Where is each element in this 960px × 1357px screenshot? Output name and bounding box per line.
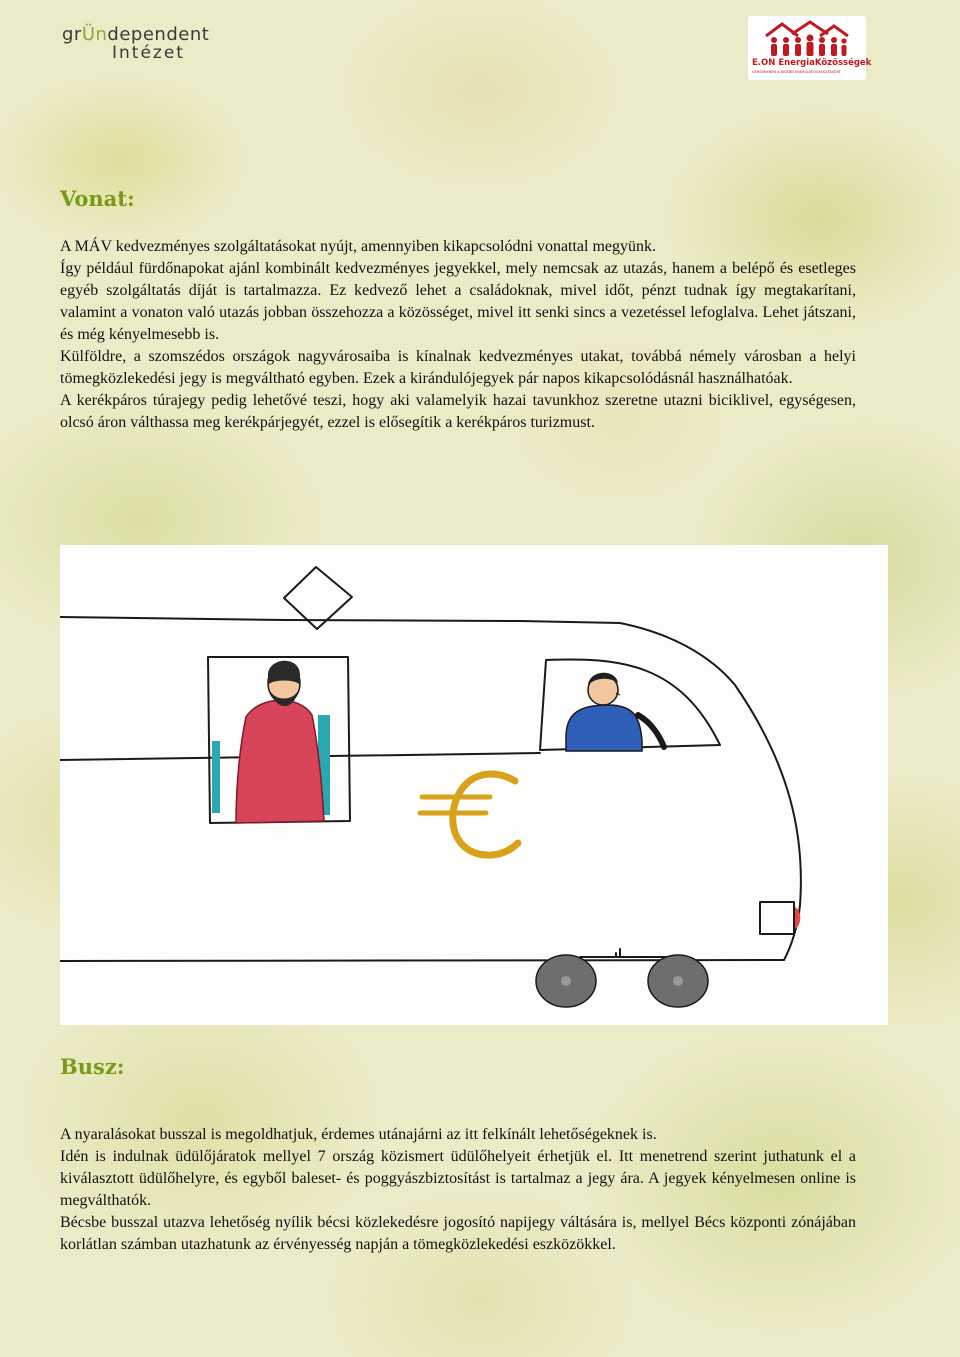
logo-part-b: Ün bbox=[81, 24, 108, 45]
logo-right-tagline: VERSENYBEN A KISEBB ENERGIAFOGYASZTÁSÉRT bbox=[752, 70, 841, 74]
logo-left-line1 bbox=[62, 24, 210, 45]
headlight-box bbox=[760, 902, 794, 934]
paragraph: A kerékpáros túrajegy pedig lehetővé teszi, hogy aki valamelyik hazai tavunkhoz szeretne utazni biciklivel, egységesen, olcsó áron válthassa meg kerékpárjegyét, ezzel is elősegítik a kerékpáros turizmust. bbox=[60, 392, 856, 431]
section-body-vonat bbox=[60, 236, 856, 434]
paragraph: Külföldre, a szomszédos országok nagyvárosaiba is kínalnak kedvezményes utakat, továbbá némely városban a helyi tömegközlekedési jegy is megváltható egyben. Ezek a kirándulójegyek pár napos kikapcsolódásnál használhatóak. bbox=[60, 348, 856, 387]
paragraph: Idén is indulnak üdülőjáratok mellyel 7 ország közismert üdülőhelyeit érhetjük el. Itt menetrend szerint juthatunk el a kiválasztott üdülőhelyre, és egyből baleset- és poggyászbiztosítást is tartalmaz a jegy ára. A jegyek kényelmesen online is megválthatók. bbox=[60, 1148, 856, 1209]
paragraph: A nyaralásokat busszal is megoldhatjuk, érdemes utánajárni az itt felkínált lehetőségeknek is. bbox=[60, 1126, 657, 1143]
paragraph: Bécsbe busszal utazva lehetőség nyílik bécsi közlekedésre jogosító napijegy váltására is, mellyel Bécs központi zónájában korlátlan számban utazhatunk az érvényesség napján a tömegközlekedési eszközökkel. bbox=[60, 1214, 856, 1253]
train-roof-line bbox=[60, 617, 735, 685]
grundependent-logo bbox=[62, 24, 210, 70]
train-illustration bbox=[60, 545, 888, 1025]
section-body-busz bbox=[60, 1124, 856, 1256]
section-title-busz: Busz: bbox=[60, 1054, 125, 1079]
logo-part-a: gr bbox=[62, 24, 82, 45]
paragraph: Így például fürdőnapokat ajánl kombinált kedvezményes jegyekkel, mely nemcsak az utazás, hanem a belépő és esetleges egyéb szolgáltatás díját is tartalmazza. Ez kedvező lehet a családoknak, mivel időt, pénzt tudnak így megtakarítani, valamint a vonaton való utazás jobban összehozza a közösséget, mivel itt senki sincs a vezetéssel lefoglalva. Lehet játszani, és még kényelmesebb is. bbox=[60, 260, 856, 343]
teal-strip-left bbox=[212, 741, 220, 813]
section-title-vonat: Vonat: bbox=[60, 186, 135, 211]
logo-right-title: E.ON EnergiaKözösségek bbox=[752, 58, 872, 68]
logo-left-line2: Intézet bbox=[112, 43, 185, 63]
eon-energiakozossegek-logo bbox=[748, 16, 872, 80]
euro-sign-drawing bbox=[420, 774, 518, 855]
wheels bbox=[536, 955, 708, 1007]
passenger-figure bbox=[236, 661, 324, 823]
driver-figure bbox=[566, 673, 664, 751]
train-drawing bbox=[60, 545, 888, 1025]
logo-part-c: dependent bbox=[107, 24, 210, 45]
paragraph: A MÁV kedvezményes szolgáltatásokat nyújt, amennyiben kikapcsolódni vonattal megyünk. bbox=[60, 238, 657, 255]
houses-people-icon bbox=[764, 20, 850, 58]
